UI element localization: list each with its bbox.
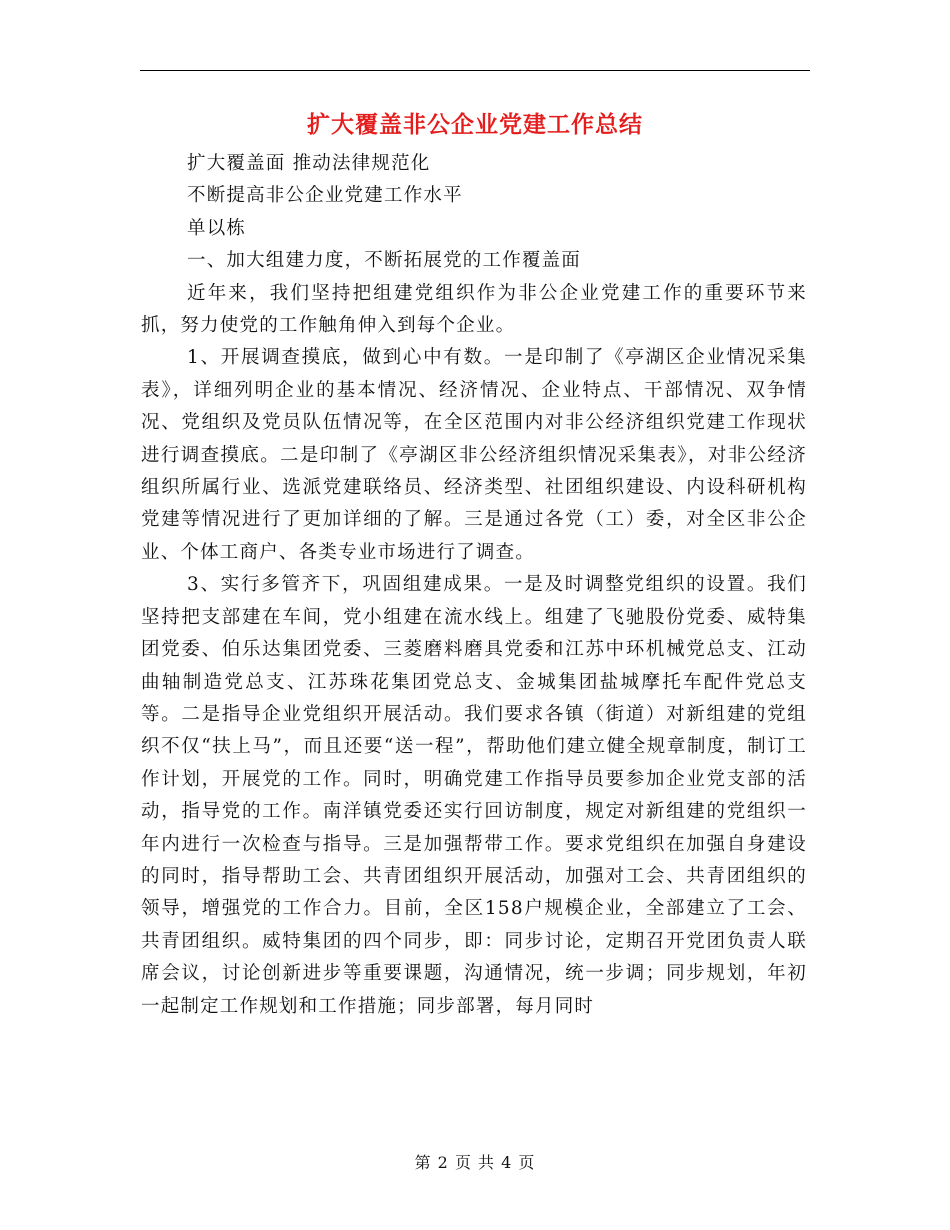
body-paragraph: 近年来，我们坚持把组建党组织作为非公企业党建工作的重要环节来抓，努力使党的工作触角伸入到每个企业。 bbox=[141, 282, 807, 337]
subtitle-line-1: 扩大覆盖面 推动法律规范化 bbox=[187, 153, 431, 174]
document-title: 扩大覆盖非公企业党建工作总结 bbox=[307, 112, 643, 138]
document-body bbox=[141, 148, 807, 1023]
author-name: 单以栋 bbox=[187, 217, 247, 239]
page-number-footer: 第 2 页 共 4 页 bbox=[414, 1153, 536, 1172]
header-rule bbox=[140, 70, 810, 71]
subtitle-line-2: 不断提高非公企业党建工作水平 bbox=[187, 185, 463, 207]
body-paragraph: 3、实行多管齐下，巩固组建成果。一是及时调整党组织的设置。我们坚持把支部建在车间，党小组建在流水线上。组建了飞驰股份党委、威特集团党委、伯乐达集团党委、三菱磨料磨具党委和江苏中环机械党总支、江动曲轴制造党总支、江苏珠花集团党总支、金城集团盐城摩托车配件党总支等。二是指导企业党组织开展活动。我们要求各镇（街道）对新组建的党组织不仅“扶上马”，而且还要“送一程”，帮助他们建立健全规章制度，制订工作计划，开展党的工作。同时，明确党建工作指导员要参加企业党支部的活动，指导党的工作。南洋镇党委还实行回访制度，规定对新组建的党组织一年内进行一次检查与指导。三是加强帮带工作。要求党组织在加强自身建设的同时，指导帮助工会、共青团组织开展活动，加强对工会、共青团组织的领导，增强党的工作合力。目前，全区158户规模企业，全部建立了工会、共青团组织。威特集团的四个同步，即：同步讨论，定期召开党团负责人联席会议，讨论创新进步等重要课题，沟通情况，统一步调；同步规划，年初一起制定工作规划和工作措施；同步部署，每月同时 bbox=[141, 574, 807, 1017]
section-heading: 一、加大组建力度，不断拓展党的工作覆盖面 bbox=[187, 250, 582, 272]
body-paragraph: 1、开展调查摸底，做到心中有数。一是印制了《亭湖区企业情况采集表》，详细列明企业的基本情况、经济情况、企业特点、干部情况、双争情况、党组织及党员队伍情况等，在全区范围内对非公经济组织党建工作现状进行调查摸底。二是印制了《亭湖区非公经济组织情况采集表》，对非公经济组织所属行业、选派党建联络员、经济类型、社团组织建设、内设科研机构党建等情况进行了更加详细的了解。三是通过各党（工）委，对全区非公企业、个体工商户、各类专业市场进行了调查。 bbox=[141, 347, 807, 563]
